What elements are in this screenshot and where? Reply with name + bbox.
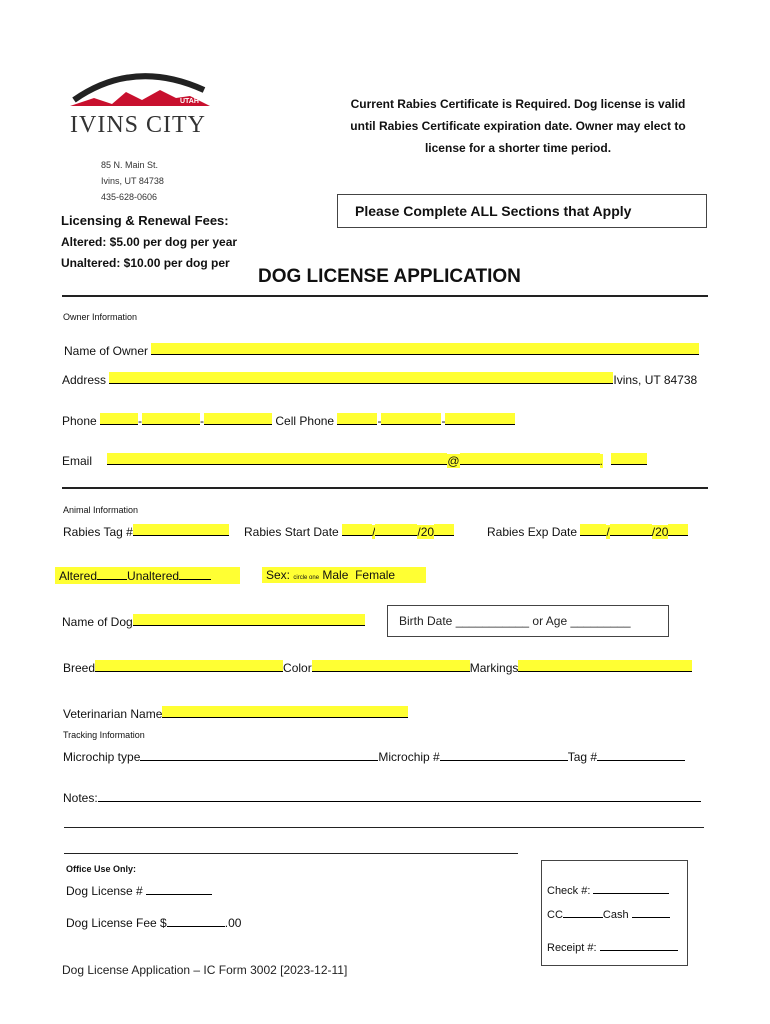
email-dot: . bbox=[599, 454, 603, 468]
breed-label: Breed bbox=[63, 661, 96, 675]
rabies-start-month-field[interactable] bbox=[342, 524, 372, 536]
color-label: Color bbox=[283, 661, 312, 675]
address-field[interactable] bbox=[109, 372, 613, 384]
microchip-type-label: Microchip type bbox=[63, 750, 141, 764]
phone-row: Phone - - Cell Phone - - bbox=[62, 413, 515, 428]
altered-row bbox=[55, 567, 240, 584]
altered-label: Altered bbox=[59, 569, 98, 583]
altered-field[interactable] bbox=[97, 568, 127, 580]
divider bbox=[62, 487, 708, 489]
license-fee-suffix: .00 bbox=[224, 916, 242, 930]
ivins-city-logo bbox=[64, 66, 224, 146]
breed-row bbox=[63, 660, 692, 675]
notes-field[interactable] bbox=[98, 790, 701, 802]
email-domain-field[interactable] bbox=[460, 453, 600, 465]
rabies-start-row bbox=[244, 524, 454, 539]
sex-male-option[interactable]: Male bbox=[322, 568, 349, 582]
cell-phone-label: Cell Phone bbox=[275, 414, 335, 428]
complete-all-text: Please Complete ALL Sections that Apply bbox=[355, 203, 632, 219]
email-user-field[interactable] bbox=[107, 453, 447, 465]
address-row bbox=[62, 372, 697, 387]
year-prefix: /20 bbox=[417, 525, 435, 539]
complete-all-box bbox=[337, 194, 707, 228]
vet-field[interactable] bbox=[162, 706, 408, 718]
address-suffix: Ivins, UT 84738 bbox=[613, 373, 698, 387]
rabies-start-day-field[interactable] bbox=[375, 524, 417, 536]
markings-field[interactable] bbox=[518, 660, 692, 672]
phone-line-field[interactable] bbox=[204, 413, 272, 425]
receipt-row bbox=[547, 940, 678, 954]
rabies-tag-field[interactable] bbox=[133, 524, 229, 536]
logo-state: UTAH bbox=[180, 98, 199, 105]
license-number-field[interactable] bbox=[146, 883, 212, 895]
dog-name-field[interactable] bbox=[133, 614, 365, 626]
check-field[interactable] bbox=[593, 883, 669, 894]
sex-row bbox=[262, 567, 426, 583]
phone-label: Phone bbox=[62, 414, 97, 428]
owner-section-label: Owner Information bbox=[63, 312, 138, 322]
rabies-notice: Current Rabies Certificate is Required. Dog license is valid until Rabies Certificate expiration date. Owner may elect to license for a shorter time period. bbox=[350, 97, 686, 155]
owner-name-field[interactable] bbox=[151, 343, 699, 355]
license-number-row bbox=[66, 883, 212, 898]
form-id-footer: Dog License Application – IC Form 3002 [2023-12-11] bbox=[62, 963, 348, 977]
cell-prefix-field[interactable] bbox=[381, 413, 441, 425]
vet-label: Veterinarian Name bbox=[63, 707, 163, 721]
microchip-type-field[interactable] bbox=[140, 749, 378, 761]
breed-field[interactable] bbox=[95, 660, 283, 672]
circle-one-note: circle one bbox=[293, 575, 320, 581]
rabies-exp-month-field[interactable] bbox=[580, 524, 606, 536]
microchip-number-field[interactable] bbox=[440, 749, 568, 761]
license-number-label: Dog License # bbox=[66, 884, 143, 898]
markings-label: Markings bbox=[469, 661, 519, 675]
email-row bbox=[62, 453, 647, 468]
page-title: DOG LICENSE APPLICATION bbox=[258, 266, 521, 287]
cell-line-field[interactable] bbox=[445, 413, 515, 425]
tracking-section-label: Tracking Information bbox=[63, 730, 145, 740]
cell-area-field[interactable] bbox=[337, 413, 377, 425]
address-label: Address bbox=[62, 373, 107, 387]
check-label: Check #: bbox=[547, 885, 591, 897]
animal-section-label: Animal Information bbox=[63, 505, 139, 515]
cc-label: CC bbox=[547, 909, 563, 921]
divider bbox=[62, 295, 708, 297]
phone-area-field[interactable] bbox=[100, 413, 138, 425]
notes-line-2[interactable] bbox=[64, 827, 704, 828]
rabies-exp-year-field[interactable] bbox=[668, 524, 688, 536]
logo-city-name: IVINS CITY bbox=[70, 112, 206, 138]
rabies-tag-label: Rabies Tag # bbox=[63, 525, 133, 539]
notes-label: Notes: bbox=[63, 791, 98, 805]
notes-line-3[interactable] bbox=[64, 853, 518, 854]
rabies-exp-day-field[interactable] bbox=[610, 524, 652, 536]
vet-row bbox=[63, 706, 408, 721]
city-phone: 435-628-0606 bbox=[101, 192, 158, 202]
rabies-start-label: Rabies Start Date bbox=[244, 525, 339, 539]
license-fee-row bbox=[66, 915, 241, 930]
fee-altered: Altered: $5.00 per dog per year bbox=[61, 235, 238, 249]
unaltered-label: Unaltered bbox=[127, 569, 180, 583]
dog-name-label: Name of Dog bbox=[62, 615, 133, 629]
color-field[interactable] bbox=[312, 660, 470, 672]
sex-female-option[interactable]: Female bbox=[355, 568, 396, 582]
city-address-city: Ivins, UT 84738 bbox=[101, 176, 164, 186]
microchip-row bbox=[63, 749, 685, 764]
fee-unaltered: Unaltered: $10.00 per dog per bbox=[61, 256, 230, 270]
email-at: @ bbox=[447, 454, 460, 468]
cash-field[interactable] bbox=[632, 907, 670, 918]
receipt-label: Receipt #: bbox=[547, 942, 597, 954]
license-fee-field[interactable] bbox=[167, 915, 225, 927]
birth-age-label[interactable]: Birth Date ___________ or Age _________ bbox=[399, 614, 631, 628]
owner-name-row bbox=[64, 343, 699, 358]
notes-row bbox=[63, 790, 701, 805]
rabies-exp-label: Rabies Exp Date bbox=[487, 525, 578, 539]
fees-title: Licensing & Renewal Fees: bbox=[61, 213, 229, 228]
phone-prefix-field[interactable] bbox=[142, 413, 200, 425]
receipt-field[interactable] bbox=[600, 940, 678, 951]
cc-field[interactable] bbox=[563, 907, 603, 918]
slash: / bbox=[372, 525, 376, 539]
license-fee-label: Dog License Fee $ bbox=[66, 916, 167, 930]
birth-box bbox=[387, 605, 669, 637]
check-row bbox=[547, 883, 669, 897]
rabies-start-year-field[interactable] bbox=[434, 524, 454, 536]
email-label: Email bbox=[62, 454, 93, 468]
city-address-street: 85 N. Main St. bbox=[101, 160, 159, 170]
dog-name-row bbox=[62, 614, 365, 629]
office-section-label: Office Use Only: bbox=[66, 864, 137, 874]
payment-box bbox=[541, 860, 688, 966]
sex-label: Sex: bbox=[266, 568, 291, 582]
unaltered-field[interactable] bbox=[179, 568, 211, 580]
cc-cash-row bbox=[547, 907, 670, 921]
tag-number-field[interactable] bbox=[597, 749, 685, 761]
owner-name-label: Name of Owner bbox=[64, 344, 149, 358]
email-tld-field[interactable] bbox=[611, 453, 647, 465]
tag-number-label: Tag # bbox=[567, 750, 598, 764]
cash-label: Cash bbox=[602, 909, 629, 921]
year-prefix: /20 bbox=[651, 525, 669, 539]
slash: / bbox=[606, 525, 610, 539]
rabies-row bbox=[63, 524, 229, 539]
microchip-number-label: Microchip # bbox=[378, 750, 440, 764]
rabies-exp-row bbox=[487, 524, 688, 539]
